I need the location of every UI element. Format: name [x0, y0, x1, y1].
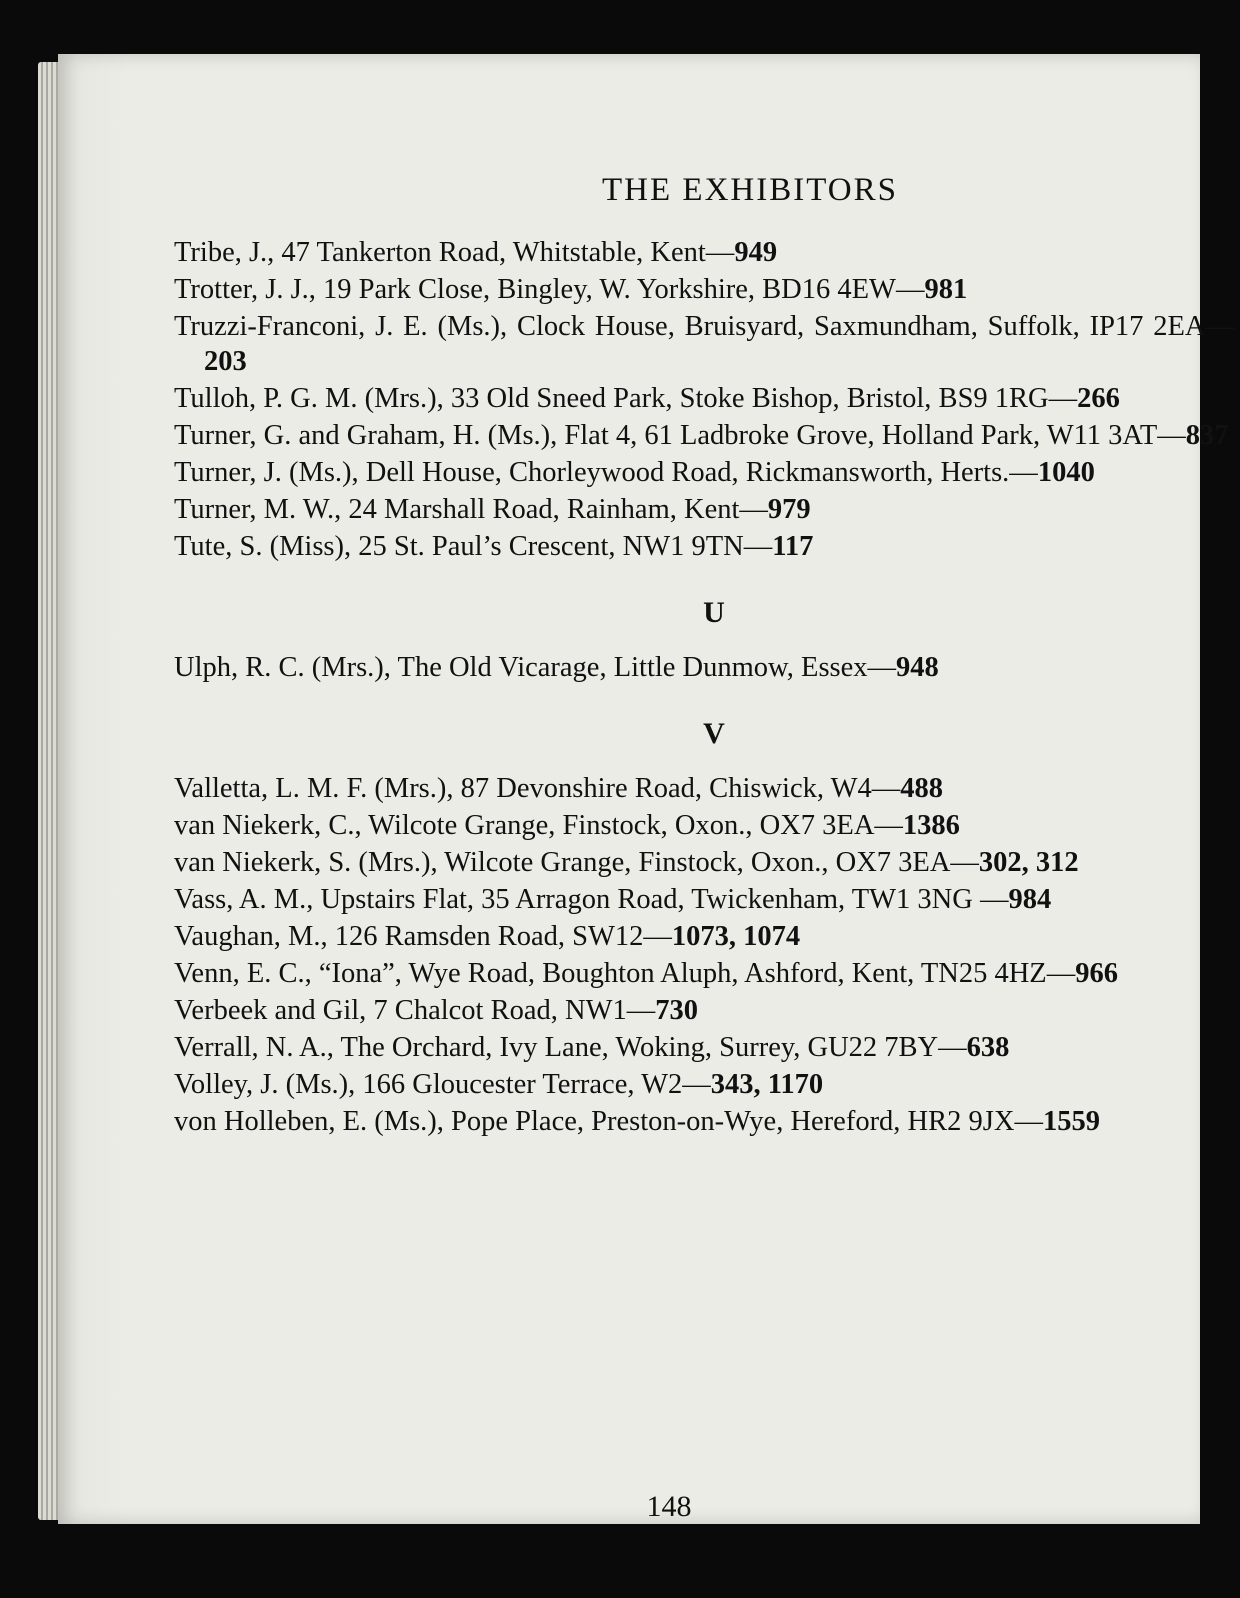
list-item: Verrall, N. A., The Orchard, Ivy Lane, Woking, Surrey, GU22 7BY—638: [174, 1032, 1010, 1063]
list-item: Truzzi-Franconi, J. E. (Ms.), Clock House, Bruisyard, Saxmundham, Suffolk, IP17 2EA—203: [174, 311, 1234, 377]
list-item: van Niekerk, S. (Mrs.), Wilcote Grange, Finstock, Oxon., OX7 3EA—302, 312: [174, 847, 1079, 878]
page-number: 148: [646, 1490, 692, 1523]
list-item: Tulloh, P. G. M. (Mrs.), 33 Old Sneed Park, Stoke Bishop, Bristol, BS9 1RG—266: [174, 383, 1120, 414]
page-title: THE EXHIBITORS: [602, 172, 898, 208]
list-item: von Holleben, E. (Ms.), Pope Place, Preston-on-Wye, Hereford, HR2 9JX—1559: [174, 1106, 1100, 1137]
list-item: Turner, G. and Graham, H. (Ms.), Flat 4, 61 Ladbroke Grove, Holland Park, W11 3AT—837: [174, 420, 1229, 451]
entries-v: [174, 771, 1234, 1139]
list-item: Volley, J. (Ms.), 166 Gloucester Terrace, W2—343, 1170: [174, 1069, 824, 1100]
section-heading-v: V: [703, 717, 725, 750]
list-item: Trotter, J. J., 19 Park Close, Bingley, W. Yorkshire, BD16 4EW—981: [174, 274, 968, 305]
list-item: Tribe, J., 47 Tankerton Road, Whitstable, Kent—949: [174, 237, 778, 268]
list-item: Verbeek and Gil, 7 Chalcot Road, NW1—730: [174, 995, 698, 1026]
list-item: Venn, E. C., “Iona”, Wye Road, Boughton Aluph, Ashford, Kent, TN25 4HZ—966: [174, 958, 1118, 989]
book-page: [58, 54, 1234, 1524]
list-item: Ulph, R. C. (Mrs.), The Old Vicarage, Little Dunmow, Essex—948: [174, 652, 939, 683]
entries-t: [174, 235, 1234, 564]
list-item: Tute, S. (Miss), 25 St. Paul’s Crescent, NW1 9TN—117: [174, 531, 814, 562]
list-item: Turner, M. W., 24 Marshall Road, Rainham, Kent—979: [174, 494, 811, 525]
page-content: [174, 172, 1234, 1141]
list-item: Valletta, L. M. F. (Mrs.), 87 Devonshire Road, Chiswick, W4—488: [174, 773, 943, 804]
section-heading-u: U: [703, 596, 725, 629]
list-item: Vaughan, M., 126 Ramsden Road, SW12—1073, 1074: [174, 921, 801, 952]
list-item: van Niekerk, C., Wilcote Grange, Finstock, Oxon., OX7 3EA—1386: [174, 810, 960, 841]
list-item: Turner, J. (Ms.), Dell House, Chorleywood Road, Rickmansworth, Herts.—1040: [174, 457, 1095, 488]
entries-u: [174, 650, 1234, 685]
list-item: Vass, A. M., Upstairs Flat, 35 Arragon Road, Twickenham, TW1 3NG —984: [174, 884, 1052, 915]
